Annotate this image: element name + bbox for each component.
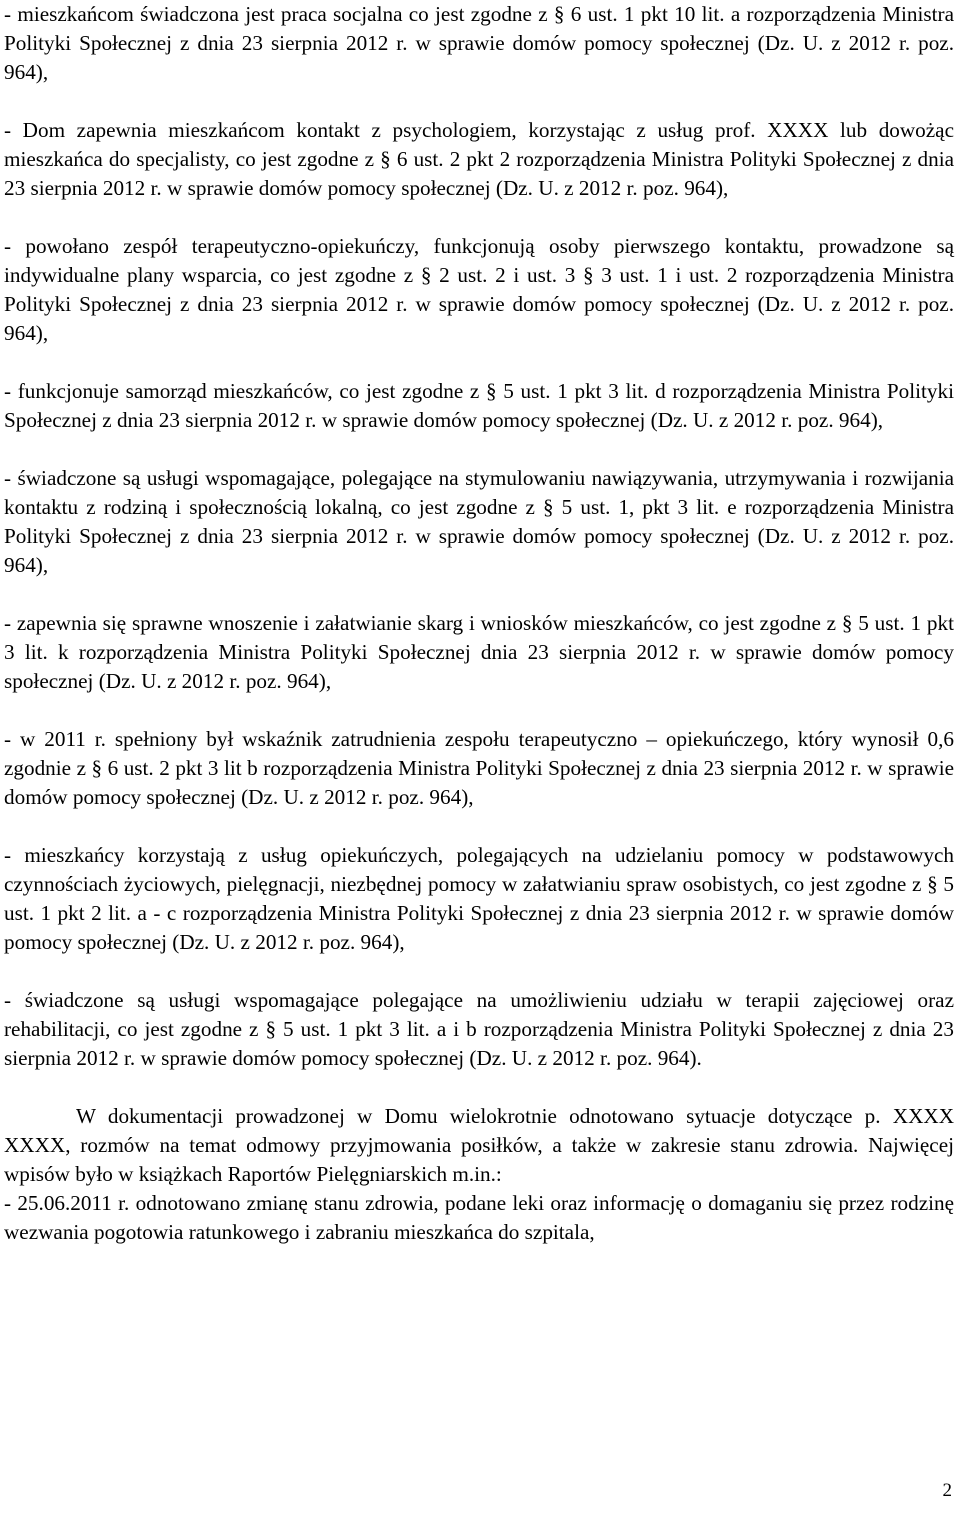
documentation-paragraph: W dokumentacji prowadzonej w Domu wielokrotnie odnotowano sytuacje dotyczące p. XXXX XXXX, rozmów na temat odmowy przyjmowania posiłków, a także w zakresie stanu zdrowia. Najwięcej wpisów było w książkach Raportów Pielęgniarskich m.in.: (4, 1104, 954, 1186)
list-item-employment-ratio: - w 2011 r. spełniony był wskaźnik zatrudnienia zespołu terapeutyczno – opiekuńczego, który wynosił 0,6 zgodnie z § 6 ust. 2 pkt 3 lit b rozporządzenia Ministra Polityki Społecznej z dnia 23 sierpnia 2012 r. w sprawie domów pomocy społecznej (Dz. U. z 2012 r. poz. 964), (4, 727, 954, 809)
list-item-residents-council: - funkcjonuje samorząd mieszkańców, co jest zgodne z § 5 ust. 1 pkt 3 lit. d rozporządzenia Ministra Polityki Społecznej z dnia 23 sierpnia 2012 r. w sprawie domów pomocy społecznej (Dz. U. z 2012 r. poz. 964), (4, 379, 954, 432)
list-item-psychologist: - Dom zapewnia mieszkańcom kontakt z psychologiem, korzystając z usług prof. XXXX lub dowożąc mieszkańca do specjalisty, co jest zgodne z § 6 ust. 2 pkt 2 rozporządzenia Ministra Polityki Społecznej z dnia 23 sierpnia 2012 r. w sprawie domów pomocy społecznej (Dz. U. z 2012 r. poz. 964), (4, 118, 954, 200)
list-item-therapy-rehabilitation: - świadczone są usługi wspomagające polegające na umożliwieniu udziału w terapii zajęciowej oraz rehabilitacji, co jest zgodne z § 5 ust. 1 pkt 3 lit. a i b rozporządzenia Ministra Polityki Społecznej z dnia 23 sierpnia 2012 r. w sprawie domów pomocy społecznej (Dz. U. z 2012 r. poz. 964). (4, 988, 954, 1070)
page-number: 2 (942, 1480, 952, 1501)
document-body (4, 0, 954, 1247)
list-item-care-services: - mieszkańcy korzystają z usług opiekuńczych, polegających na udzielaniu pomocy w podstawowych czynnościach życiowych, pielęgnacji, niezbędnej pomocy w załatwianiu spraw osobistych, co jest zgodne z § 5 ust. 1 pkt 2 lit. a - c rozporządzenia Ministra Polityki Społecznej z dnia 23 sierpnia 2012 r. w sprawie domów pomocy społecznej (Dz. U. z 2012 r. poz. 964), (4, 843, 954, 954)
list-item-complaints: - zapewnia się sprawne wnoszenie i załatwianie skarg i wniosków mieszkańców, co jest zgodne z § 5 ust. 1 pkt 3 lit. k rozporządzenia Ministra Polityki Społecznej dnia 23 sierpnia 2012 r. w sprawie domów pomocy społecznej (Dz. U. z 2012 r. poz. 964), (4, 611, 954, 693)
list-item-support-services-family: - świadczone są usługi wspomagające, polegające na stymulowaniu nawiązywania, utrzymywania i rozwijania kontaktu z rodziną i społecznością lokalną, co jest zgodne z § 5 ust. 1, pkt 3 lit. e rozporządzenia Ministra Polityki Społecznej z dnia 23 sierpnia 2012 r. w sprawie domów pomocy społecznej (Dz. U. z 2012 r. poz. 964), (4, 466, 954, 577)
list-item-care-team: - powołano zespół terapeutyczno-opiekuńczy, funkcjonują osoby pierwszego kontaktu, prowadzone są indywidualne plany wsparcia, co jest zgodne z § 2 ust. 2 i ust. 3 § 3 ust. 1 i ust. 2 rozporządzenia Ministra Polityki Społecznej z dnia 23 sierpnia 2012 r. w sprawie domów pomocy społecznej (Dz. U. z 2012 r. poz. 964), (4, 234, 954, 345)
list-item-health-note: - 25.06.2011 r. odnotowano zmianę stanu zdrowia, podane leki oraz informację o domaganiu się przez rodzinę wezwania pogotowia ratunkowego i zabraniu mieszkańca do szpitala, (4, 1191, 954, 1244)
list-item-social-work: - mieszkańcom świadczona jest praca socjalna co jest zgodne z § 6 ust. 1 pkt 10 lit. a rozporządzenia Ministra Polityki Społecznej z dnia 23 sierpnia 2012 r. w sprawie domów pomocy społecznej (Dz. U. z 2012 r. poz. 964), (4, 2, 954, 84)
